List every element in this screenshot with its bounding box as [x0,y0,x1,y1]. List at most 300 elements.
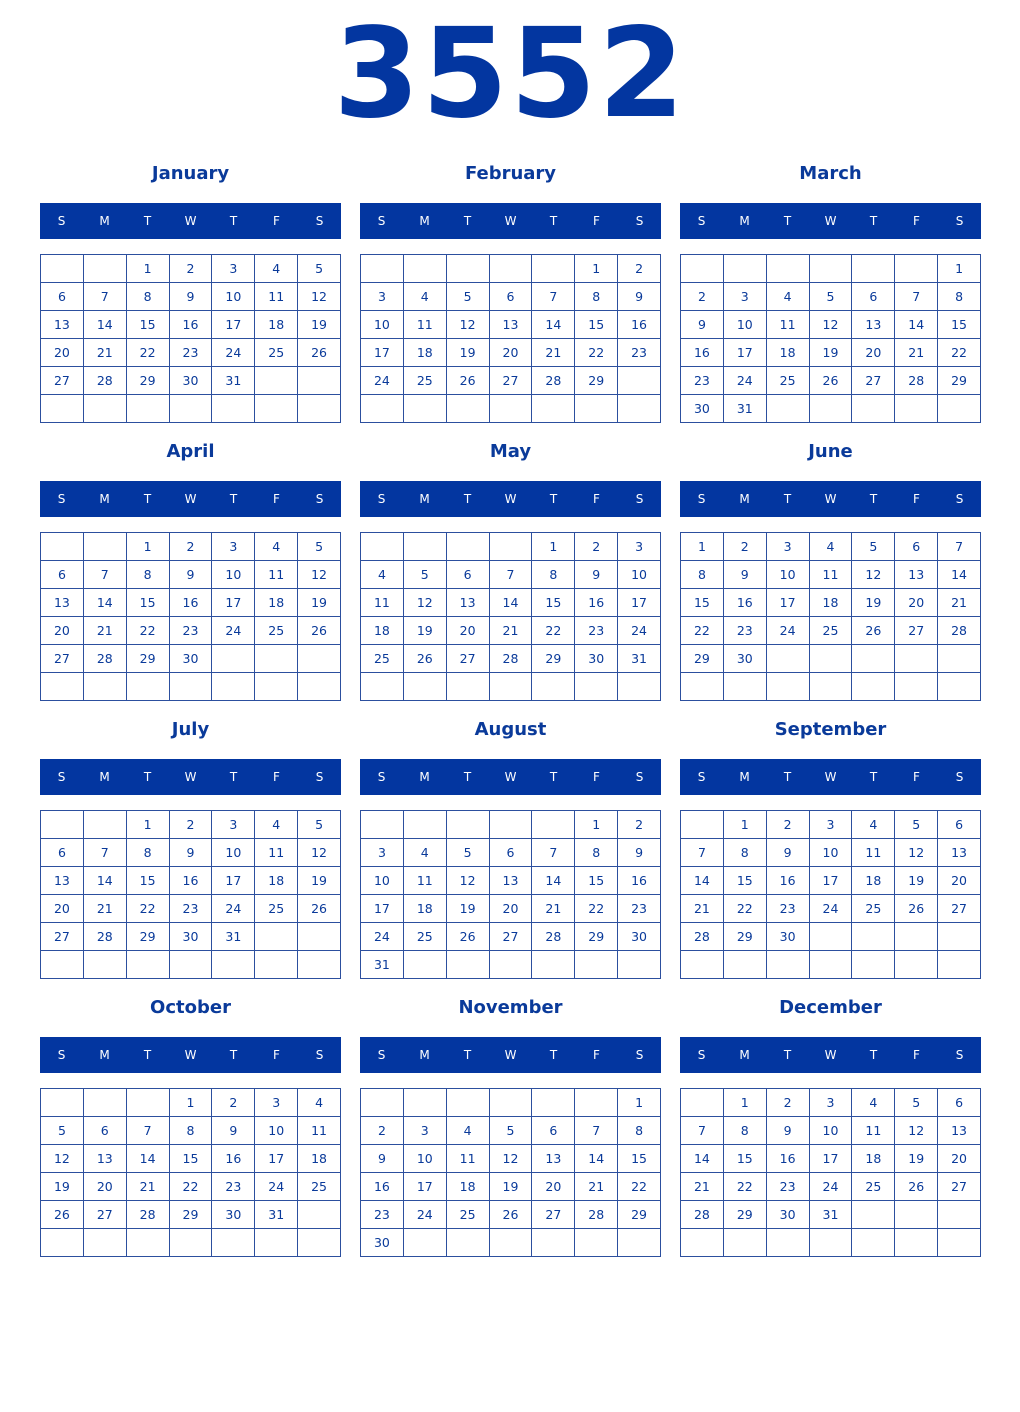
day-cell: 16 [575,589,618,617]
day-cell: 23 [767,895,810,923]
day-cell [810,255,853,283]
day-cell: 27 [84,1201,127,1229]
day-grid [680,532,981,701]
day-cell: 22 [724,1173,767,1201]
day-cell: 7 [532,839,575,867]
day-cell: 9 [361,1145,404,1173]
day-cell: 9 [170,561,213,589]
day-cell: 13 [447,589,490,617]
day-cell: 26 [447,923,490,951]
day-cell: 11 [255,839,298,867]
weekday-label: M [419,1048,430,1062]
day-cell: 12 [895,1117,938,1145]
day-cell: 3 [810,811,853,839]
day-cell [895,1229,938,1257]
day-cell: 10 [810,839,853,867]
day-cell: 2 [170,533,213,561]
day-cell: 17 [767,589,810,617]
weekday-label: T [549,770,558,784]
day-cell: 22 [170,1173,213,1201]
weekday-label: W [184,492,197,506]
weekday-label: F [273,214,280,228]
day-cell: 5 [298,255,341,283]
day-cell: 6 [41,839,84,867]
day-cell: 27 [447,645,490,673]
day-cell: 12 [447,311,490,339]
day-cell: 21 [84,617,127,645]
day-cell [895,923,938,951]
day-cell: 19 [852,589,895,617]
day-cell: 30 [575,645,618,673]
day-cell [938,1201,981,1229]
day-cell: 8 [127,839,170,867]
day-cell: 24 [255,1173,298,1201]
weekday-label: T [783,770,792,784]
day-cell: 6 [84,1117,127,1145]
day-cell [532,255,575,283]
weekday-header [680,203,981,239]
weekday-label: M [99,770,110,784]
day-cell [810,645,853,673]
day-cell: 26 [895,1173,938,1201]
day-cell: 2 [767,811,810,839]
day-cell [447,1229,490,1257]
day-cell [404,533,447,561]
day-cell: 1 [618,1089,661,1117]
day-cell: 7 [895,283,938,311]
day-cell [447,395,490,423]
day-cell: 19 [490,1173,533,1201]
day-cell [361,1089,404,1117]
weekday-header [680,1037,981,1073]
day-cell: 3 [767,533,810,561]
day-cell: 1 [724,811,767,839]
day-cell [170,1229,213,1257]
day-cell: 23 [618,895,661,923]
day-grid [360,1088,661,1257]
day-cell: 30 [170,645,213,673]
day-cell: 15 [724,867,767,895]
day-cell [361,811,404,839]
day-cell: 18 [255,589,298,617]
day-cell: 14 [84,311,127,339]
day-cell: 2 [767,1089,810,1117]
day-cell [84,533,127,561]
day-cell: 2 [212,1089,255,1117]
day-cell: 10 [361,311,404,339]
weekday-label: T [549,492,558,506]
day-cell: 8 [938,283,981,311]
day-cell: 24 [724,367,767,395]
weekday-label: T [229,492,238,506]
day-cell: 31 [255,1201,298,1229]
day-cell: 30 [767,1201,810,1229]
day-cell: 9 [618,283,661,311]
day-cell: 17 [212,589,255,617]
day-cell [810,923,853,951]
day-cell: 13 [938,839,981,867]
day-cell: 12 [41,1145,84,1173]
day-cell [490,255,533,283]
day-cell: 30 [170,367,213,395]
day-cell: 10 [361,867,404,895]
day-cell: 27 [938,895,981,923]
weekday-label: W [504,1048,517,1062]
weekday-label: S [955,770,964,784]
weekday-label: S [697,1048,706,1062]
day-cell: 21 [532,339,575,367]
day-cell: 5 [895,1089,938,1117]
day-cell: 18 [404,895,447,923]
day-cell [361,255,404,283]
day-grid [360,532,661,701]
day-cell: 7 [84,561,127,589]
day-cell: 31 [810,1201,853,1229]
day-cell [681,1089,724,1117]
day-cell: 26 [810,367,853,395]
day-cell: 16 [724,589,767,617]
day-cell: 15 [618,1145,661,1173]
day-cell: 3 [404,1117,447,1145]
day-cell: 12 [447,867,490,895]
weekday-label: S [57,1048,66,1062]
day-cell [895,395,938,423]
day-cell: 28 [532,923,575,951]
weekday-label: F [913,214,920,228]
weekday-label: S [315,214,324,228]
day-cell [767,395,810,423]
day-cell [724,673,767,701]
day-cell: 27 [41,367,84,395]
day-cell [447,1089,490,1117]
day-cell: 9 [681,311,724,339]
weekday-label: T [143,492,152,506]
weekday-label: M [739,492,750,506]
day-cell: 5 [810,283,853,311]
day-cell: 16 [767,867,810,895]
day-cell [298,1229,341,1257]
day-cell [490,951,533,979]
weekday-label: F [273,770,280,784]
day-cell: 26 [852,617,895,645]
day-cell: 16 [212,1145,255,1173]
day-grid [360,254,661,423]
day-cell: 14 [532,867,575,895]
day-cell [852,1201,895,1229]
day-cell: 17 [212,867,255,895]
day-cell [255,367,298,395]
day-cell: 14 [532,311,575,339]
day-cell: 20 [41,617,84,645]
weekday-label: M [419,492,430,506]
day-cell [170,951,213,979]
day-cell: 22 [127,339,170,367]
day-cell: 27 [938,1173,981,1201]
day-cell: 26 [895,895,938,923]
day-cell: 10 [212,839,255,867]
day-cell [575,673,618,701]
day-cell [532,1229,575,1257]
day-cell: 12 [404,589,447,617]
day-cell: 21 [532,895,575,923]
day-cell [618,951,661,979]
day-cell: 22 [575,339,618,367]
month-name: February [464,163,557,184]
day-cell: 2 [170,255,213,283]
weekday-label: S [635,492,644,506]
day-cell [127,395,170,423]
day-cell: 28 [84,645,127,673]
day-cell: 24 [404,1201,447,1229]
day-cell: 12 [298,561,341,589]
day-cell: 11 [255,561,298,589]
day-cell: 14 [938,561,981,589]
day-cell [212,395,255,423]
day-cell [404,951,447,979]
day-cell: 9 [767,1117,810,1145]
day-cell [298,395,341,423]
day-cell: 1 [127,533,170,561]
day-cell: 22 [127,617,170,645]
day-cell: 23 [361,1201,404,1229]
weekday-label: T [463,214,472,228]
day-cell: 29 [127,645,170,673]
day-cell [84,1089,127,1117]
day-cell: 18 [767,339,810,367]
weekday-label: M [99,214,110,228]
day-cell: 31 [361,951,404,979]
day-cell [938,923,981,951]
day-cell: 10 [618,561,661,589]
day-cell [490,673,533,701]
day-cell [938,673,981,701]
day-cell: 8 [127,283,170,311]
weekday-label: W [184,770,197,784]
day-cell: 5 [852,533,895,561]
day-cell: 29 [724,923,767,951]
day-cell [170,673,213,701]
day-cell [404,1229,447,1257]
day-cell: 9 [724,561,767,589]
day-cell [404,1089,447,1117]
day-cell: 13 [895,561,938,589]
day-cell: 20 [84,1173,127,1201]
day-cell: 25 [852,895,895,923]
day-cell [852,645,895,673]
day-cell: 3 [361,839,404,867]
weekday-label: S [377,770,386,784]
month-name: June [808,441,853,462]
day-cell [575,951,618,979]
day-cell: 7 [84,283,127,311]
day-cell: 13 [490,311,533,339]
day-cell [41,395,84,423]
day-cell [852,255,895,283]
day-cell [532,1089,575,1117]
day-cell [852,951,895,979]
day-cell: 14 [490,589,533,617]
day-cell: 25 [404,923,447,951]
day-cell: 14 [127,1145,170,1173]
day-cell: 24 [810,1173,853,1201]
day-cell: 30 [767,923,810,951]
day-cell: 5 [404,561,447,589]
day-cell: 25 [767,367,810,395]
day-cell: 9 [170,283,213,311]
day-cell: 19 [298,311,341,339]
day-cell: 11 [298,1117,341,1145]
day-cell: 22 [532,617,575,645]
day-cell [532,395,575,423]
day-cell: 14 [681,1145,724,1173]
day-cell: 8 [618,1117,661,1145]
weekday-label: S [315,492,324,506]
weekday-label: S [57,214,66,228]
weekday-label: M [99,1048,110,1062]
day-cell [298,1201,341,1229]
day-cell: 3 [810,1089,853,1117]
day-cell [852,673,895,701]
day-cell: 4 [852,1089,895,1117]
day-cell [212,1229,255,1257]
weekday-header [40,203,341,239]
day-cell: 17 [724,339,767,367]
day-cell: 15 [127,589,170,617]
month-name: May [489,441,532,462]
day-cell: 25 [361,645,404,673]
day-cell [41,811,84,839]
month-name: September [774,719,887,740]
day-cell: 20 [490,895,533,923]
day-cell [618,673,661,701]
weekday-header [40,1037,341,1073]
weekday-header [360,203,661,239]
day-cell: 9 [170,839,213,867]
weekday-label: T [783,492,792,506]
day-cell [852,923,895,951]
weekday-label: M [419,214,430,228]
day-cell: 9 [767,839,810,867]
day-cell: 14 [84,589,127,617]
weekday-label: T [229,214,238,228]
day-cell [490,811,533,839]
day-cell: 11 [852,839,895,867]
weekday-label: M [739,770,750,784]
day-cell: 15 [724,1145,767,1173]
day-cell: 10 [212,561,255,589]
weekday-label: M [739,1048,750,1062]
day-cell: 6 [532,1117,575,1145]
day-cell: 21 [127,1173,170,1201]
day-cell: 21 [84,895,127,923]
day-cell: 19 [447,339,490,367]
day-cell: 7 [681,1117,724,1145]
day-cell [41,1089,84,1117]
day-cell [84,1229,127,1257]
day-cell: 31 [618,645,661,673]
day-cell: 8 [724,839,767,867]
day-cell: 16 [681,339,724,367]
day-cell: 17 [255,1145,298,1173]
weekday-label: F [913,492,920,506]
day-cell: 7 [681,839,724,867]
day-cell [447,673,490,701]
day-cell: 29 [724,1201,767,1229]
day-cell [298,673,341,701]
day-cell: 19 [404,617,447,645]
day-cell: 20 [490,339,533,367]
day-cell [618,367,661,395]
day-cell: 13 [84,1145,127,1173]
day-cell: 28 [681,923,724,951]
day-cell: 12 [298,839,341,867]
day-cell [767,645,810,673]
day-cell: 3 [361,283,404,311]
day-cell [447,255,490,283]
day-cell: 26 [298,339,341,367]
day-cell: 16 [170,867,213,895]
day-cell: 4 [255,533,298,561]
day-cell: 18 [255,311,298,339]
day-cell: 12 [895,839,938,867]
day-cell: 30 [361,1229,404,1257]
weekday-label: T [869,770,878,784]
day-cell: 15 [575,311,618,339]
day-cell: 5 [298,811,341,839]
day-cell: 17 [810,867,853,895]
day-cell: 1 [127,255,170,283]
day-cell [404,673,447,701]
day-cell: 4 [404,839,447,867]
weekday-label: F [273,1048,280,1062]
day-cell [724,951,767,979]
weekday-label: S [955,214,964,228]
day-cell [298,367,341,395]
day-cell: 15 [532,589,575,617]
day-cell: 14 [895,311,938,339]
month-name: August [474,719,547,740]
day-cell: 15 [575,867,618,895]
day-cell: 4 [767,283,810,311]
day-cell: 20 [532,1173,575,1201]
day-cell: 4 [361,561,404,589]
day-cell: 4 [447,1117,490,1145]
day-cell: 17 [361,895,404,923]
day-cell: 5 [298,533,341,561]
day-cell [490,395,533,423]
day-cell: 1 [575,811,618,839]
day-cell: 13 [41,311,84,339]
day-cell: 14 [575,1145,618,1173]
day-cell [938,1229,981,1257]
day-cell: 25 [852,1173,895,1201]
day-cell [447,811,490,839]
day-cell: 6 [41,283,84,311]
day-cell: 17 [361,339,404,367]
day-cell: 21 [84,339,127,367]
day-cell: 27 [895,617,938,645]
weekday-label: S [377,492,386,506]
day-cell: 28 [127,1201,170,1229]
weekday-label: W [824,492,837,506]
day-cell: 18 [852,867,895,895]
day-cell: 29 [532,645,575,673]
weekday-label: S [635,770,644,784]
day-cell: 18 [404,339,447,367]
day-cell [767,255,810,283]
day-cell: 22 [724,895,767,923]
day-cell: 28 [938,617,981,645]
